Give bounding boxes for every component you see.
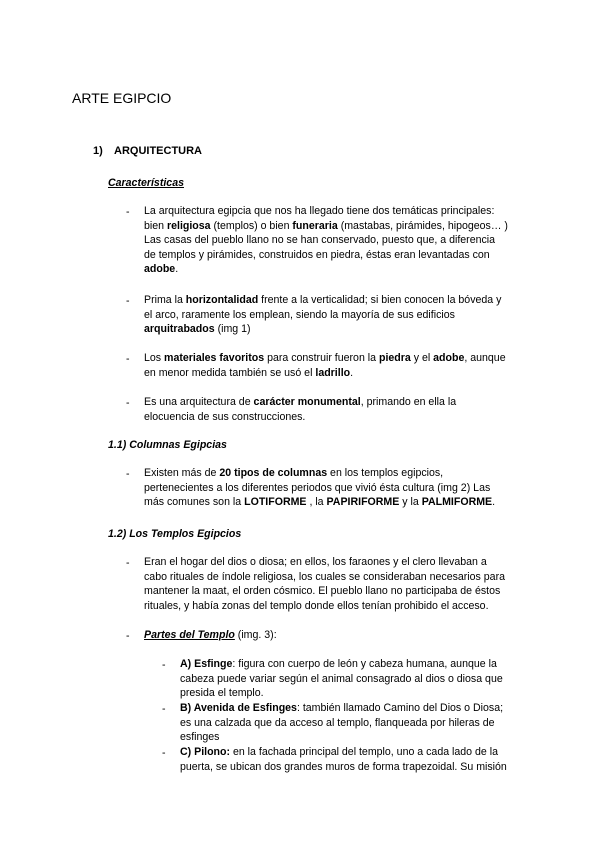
bullet-paragraph: Prima la horizontalidad frente a la verticalidad; si bien conocen la bóveda y el arco, raramente los emplean, siendo la mayoría de sus edificios arquitrabados (img 1) xyxy=(144,294,502,336)
bullet-dash: - xyxy=(126,353,130,365)
bullet-dash: - xyxy=(126,206,130,218)
bullet-dash: - xyxy=(126,630,130,642)
sub-bullet-paragraph: C) Pilono: en la fachada principal del templo, uno a cada lado de la puerta, se ubican dos grandes muros de forma trapezoidal. Su misión xyxy=(180,746,507,773)
subheading-text: Características xyxy=(108,177,184,189)
bullet-paragraph: Existen más de 20 tipos de columnas en los templos egipcios, pertenecientes a los diferentes periodos que vivió ésta cultura (img 2) Las más comunes son la LOTIFORME , la PAPIRIFORME y la PALMIFORME. xyxy=(144,467,496,509)
bullet-dash: - xyxy=(126,295,130,307)
bullet-dash: - xyxy=(126,397,130,409)
bullet-paragraph: La arquitectura egipcia que nos ha llegado tiene dos temáticas principales: bien religiosa (templos) o bien funeraria (mastabas, pirámides, hipogeos… ) Las casas del pueblo llano no se han conservado, puesto que, a diferencia de templos y pirámides, construidos en piedra, éstas eran levantadas con adobe. xyxy=(144,205,508,276)
subheading-caracteristicas xyxy=(108,177,184,189)
subheading-templos: 1.2) Los Templos Egipcios xyxy=(108,528,242,540)
sub-bullet-paragraph: A) Esfinge: figura con cuerpo de león y cabeza humana, aunque la cabeza puede variar según el animal consagrado al dios o diosa que presida el templo. xyxy=(180,658,503,700)
section-number: 1) xyxy=(93,145,103,157)
document-title: ARTE EGIPCIO xyxy=(72,90,172,106)
section-heading xyxy=(93,145,202,157)
partes-del-templo: Partes del Templo (img. 3): xyxy=(144,629,277,641)
sub-bullet-dash: - xyxy=(162,703,166,715)
subheading-columnas: 1.1) Columnas Egipcias xyxy=(108,439,227,451)
bullet-paragraph: Eran el hogar del dios o diosa; en ellos, los faraones y el clero llevaban a cabo rituales de índole religiosa, los cuales se consideraban necesarios para mantener la maat, el orden cósmico. El pueblo llano no participaba de éstos rituales, y había zonas del templo donde ellos tenían prohibido el acceso. xyxy=(144,556,505,612)
partes-label: Partes del Templo xyxy=(144,629,235,641)
bullet-dash: - xyxy=(126,468,130,480)
sub-bullet-dash: - xyxy=(162,659,166,671)
bullet-paragraph: Es una arquitectura de carácter monumental, primando en ella la elocuencia de sus construcciones. xyxy=(144,396,457,423)
bullet-paragraph: Los materiales favoritos para construir fueron la piedra y el adobe, aunque en menor medida también se usó el ladrillo. xyxy=(144,352,506,379)
sub-bullet-paragraph: B) Avenida de Esfinges: también llamado Camino del Dios o Diosa; es una calzada que da acceso al templo, flanqueada por hileras de esfinges xyxy=(180,702,504,744)
sub-bullet-dash: - xyxy=(162,747,166,759)
section-title: ARQUITECTURA xyxy=(114,145,202,157)
bullet-dash: - xyxy=(126,557,130,569)
